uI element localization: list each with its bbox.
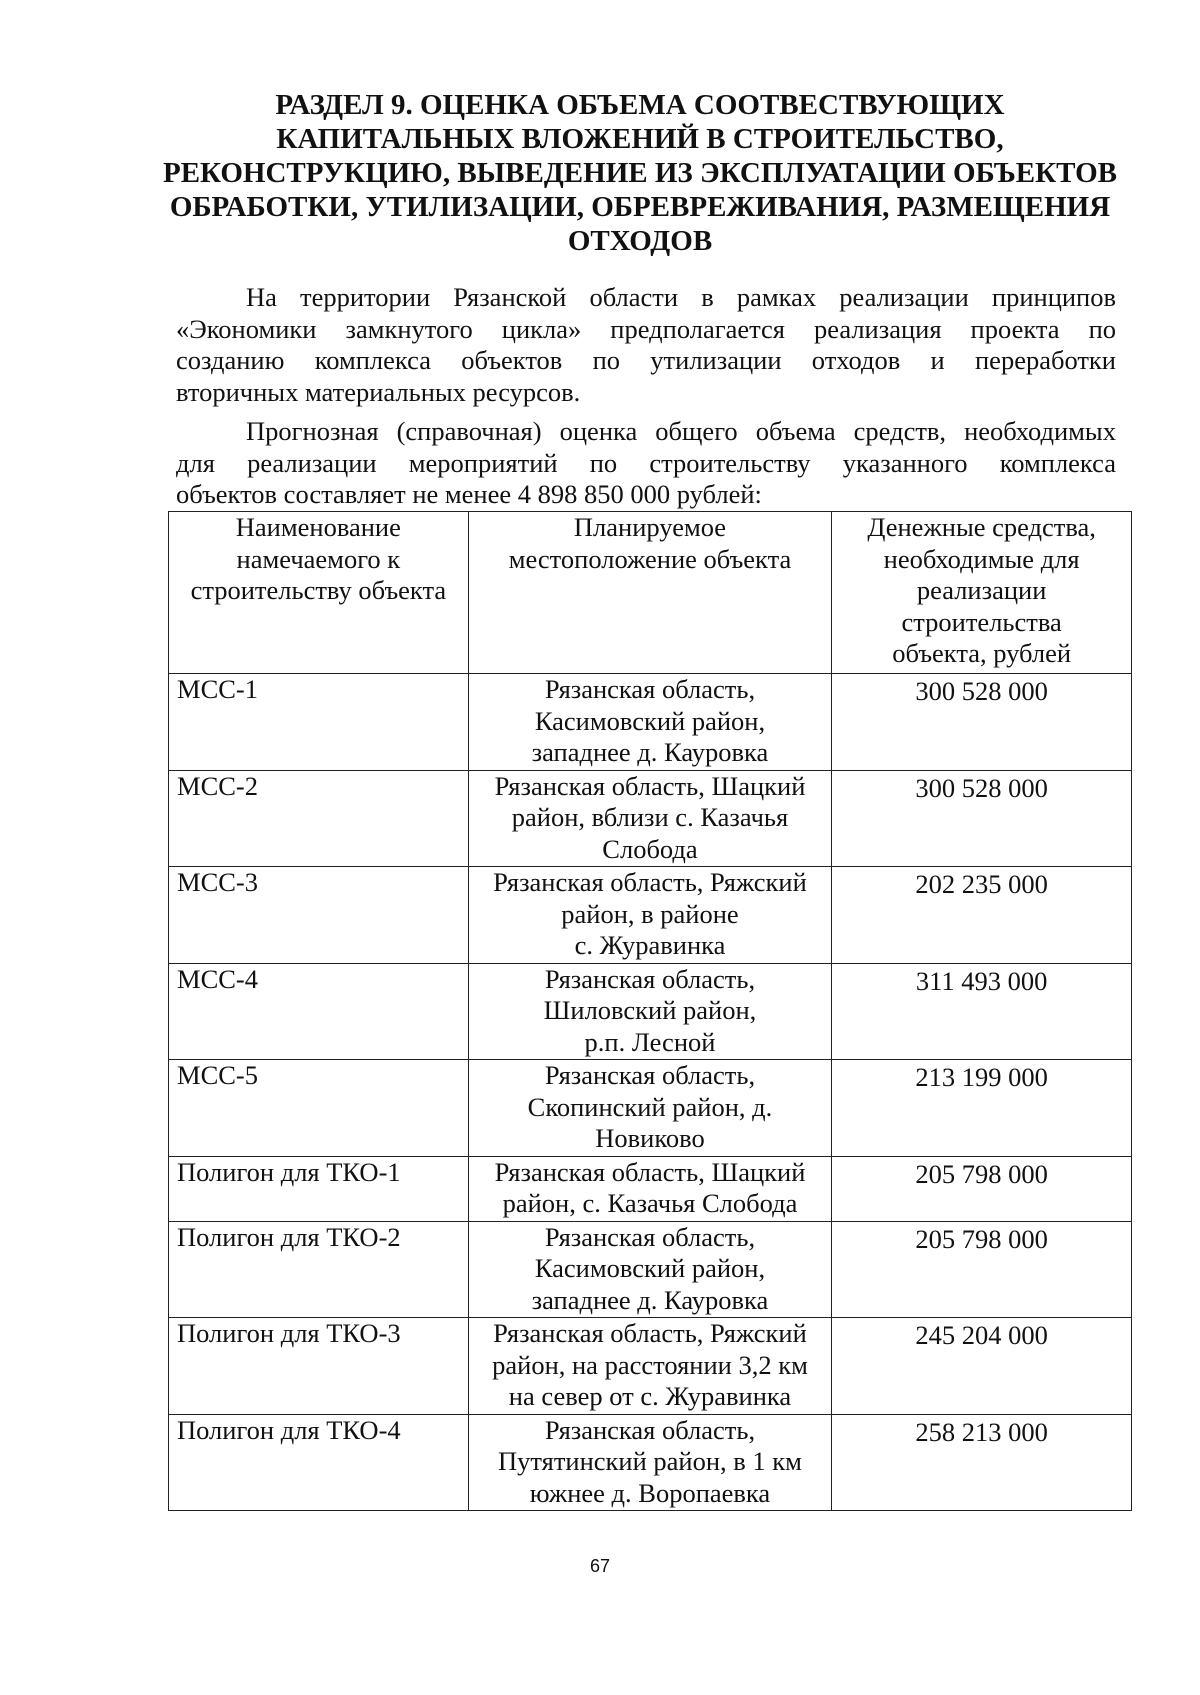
table-row <box>169 1156 1132 1221</box>
table-row <box>169 770 1132 867</box>
object-name: Полигон для ТКО-4 <box>169 1414 469 1511</box>
object-amount: 205 798 000 <box>832 1221 1132 1318</box>
object-name: МСС-1 <box>169 674 469 771</box>
object-location: Рязанская область, Касимовский район, западнее д. Кауровка <box>468 674 832 771</box>
object-location: Рязанская область, Шиловский район, р.п. Лесной <box>468 963 832 1060</box>
heading-line: КАПИТАЛЬНЫХ ВЛОЖЕНИЙ В СТРОИТЕЛЬСТВО, <box>276 123 1004 155</box>
page-number: 67 <box>589 1556 611 1576</box>
object-amount: 205 798 000 <box>832 1156 1132 1221</box>
table-row <box>169 1060 1132 1157</box>
paragraph-line: На территории Рязанской области в рамках реализации принципов <box>246 282 1116 312</box>
header-location: Планируемое местоположение объекта <box>468 512 832 674</box>
object-location: Рязанская область, Шацкий район, вблизи с. Казачья Слобода <box>468 770 832 867</box>
object-amount: 300 528 000 <box>832 770 1132 867</box>
paragraph-line: созданию комплекса объектов по утилизации отходов и переработки <box>176 345 1116 375</box>
object-amount: 202 235 000 <box>832 867 1132 964</box>
paragraph-line: объектов составляет не менее 4 898 850 000 рублей: <box>176 479 762 509</box>
object-location: Рязанская область, Шацкий район, с. Казачья Слобода <box>468 1156 832 1221</box>
object-location: Рязанская область, Путятинский район, в 1 км южнее д. Воропаевка <box>468 1414 832 1511</box>
object-name: МСС-2 <box>169 770 469 867</box>
object-location: Рязанская область, Ряжский район, на расстоянии 3,2 км на север от с. Журавинка <box>468 1318 832 1415</box>
object-amount: 300 528 000 <box>832 674 1132 771</box>
object-name: Полигон для ТКО-2 <box>169 1221 469 1318</box>
section-heading <box>150 88 1130 258</box>
object-name: МСС-4 <box>169 963 469 1060</box>
paragraph-line: вторичных материальных ресурсов. <box>176 376 581 407</box>
object-location: Рязанская область, Скопинский район, д. Новиково <box>468 1060 832 1157</box>
object-name: Полигон для ТКО-3 <box>169 1318 469 1415</box>
object-amount: 245 204 000 <box>832 1318 1132 1415</box>
investment-table <box>168 511 1132 1511</box>
paragraph-line: Прогнозная (справочная) оценка общего объема средств, необходимых <box>246 416 1116 446</box>
heading-line: ОТХОДОВ <box>567 225 713 257</box>
object-name: МСС-5 <box>169 1060 469 1157</box>
intro-paragraph <box>176 282 1116 408</box>
object-name: Полигон для ТКО-1 <box>169 1156 469 1221</box>
object-location: Рязанская область, Ряжский район, в районе с. Журавинка <box>468 867 832 964</box>
table-row <box>169 1221 1132 1318</box>
heading-line: ОБРАБОТКИ, УТИЛИЗАЦИИ, ОБРЕВРЕЖИВАНИЯ, РАЗМЕЩЕНИЯ <box>169 191 1111 223</box>
header-object-name: Наименование намечаемого к строительству объекта <box>169 512 469 674</box>
object-amount: 258 213 000 <box>832 1414 1132 1511</box>
table-row <box>169 674 1132 771</box>
estimate-paragraph <box>176 416 1116 511</box>
table-header-row <box>169 512 1132 674</box>
object-amount: 311 493 000 <box>832 963 1132 1060</box>
heading-line: РАЗДЕЛ 9. ОЦЕНКА ОБЪЕМА СООТВЕСТВУЮЩИХ <box>275 89 1005 121</box>
paragraph-line: «Экономики замкнутого цикла» предполагается реализация проекта по <box>176 313 1116 344</box>
object-location: Рязанская область, Касимовский район, западнее д. Кауровка <box>468 1221 832 1318</box>
table-row <box>169 1318 1132 1415</box>
heading-line: РЕКОНСТРУКЦИЮ, ВЫВЕДЕНИЕ ИЗ ЭКСПЛУАТАЦИИ ОБЪЕКТОВ <box>163 157 1117 189</box>
header-amount: Денежные средства, необходимые для реализации строительства объекта, рублей <box>832 512 1132 674</box>
paragraph-line: для реализации мероприятий по строительству указанного комплекса <box>176 447 1116 478</box>
table-row <box>169 1414 1132 1511</box>
object-name: МСС-3 <box>169 867 469 964</box>
table-row <box>169 963 1132 1060</box>
object-amount: 213 199 000 <box>832 1060 1132 1157</box>
table-row <box>169 867 1132 964</box>
